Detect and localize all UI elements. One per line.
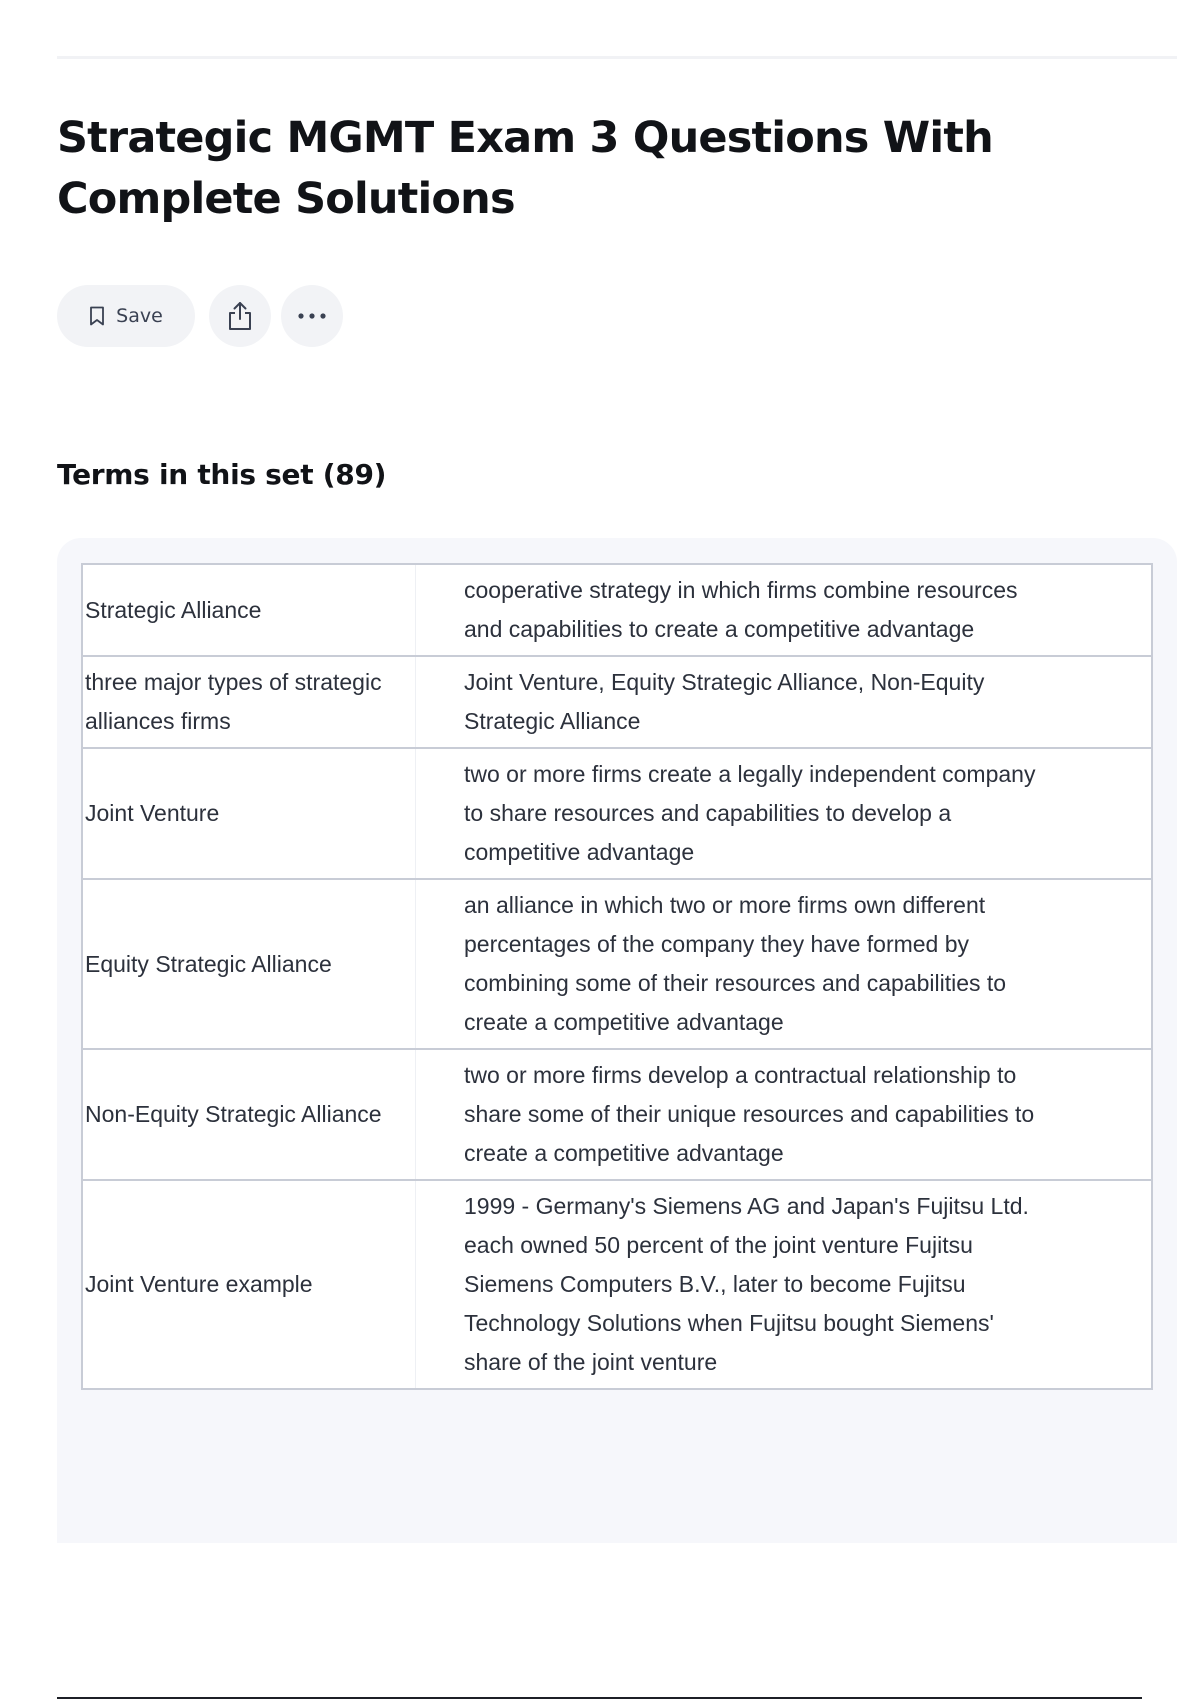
bottom-divider [57,1697,1142,1699]
bookmark-icon [89,306,105,326]
save-button[interactable] [57,285,195,347]
term-cell: Equity Strategic Alliance [82,879,416,1049]
action-bar [57,285,343,347]
definition-cell: two or more firms create a legally independent company to share resources and capabilities to develop a competitive advantage [416,748,1153,879]
share-button[interactable] [209,285,271,347]
definition-cell: 1999 - Germany's Siemens AG and Japan's Fujitsu Ltd. each owned 50 percent of the joint venture Fujitsu Siemens Computers B.V., later to become Fujitsu Technology Solutions when Fujitsu bought Siemens' share of the joint venture [416,1180,1153,1389]
top-divider [57,56,1177,59]
table-row [82,748,1152,879]
more-options-icon [297,312,327,320]
table-row [82,1049,1152,1180]
table-row [82,879,1152,1049]
definition-cell: two or more firms develop a contractual relationship to share some of their unique resources and capabilities to create a competitive advantage [416,1049,1153,1180]
table-row [82,1180,1152,1389]
save-button-label: Save [116,305,163,327]
term-cell: Joint Venture example [82,1180,416,1389]
definition-cell: cooperative strategy in which firms combine resources and capabilities to create a competitive advantage [416,564,1153,656]
table-row [82,564,1152,656]
term-cell: Non-Equity Strategic Alliance [82,1049,416,1180]
share-icon [226,301,254,331]
more-options-button[interactable] [281,285,343,347]
term-cell: Strategic Alliance [82,564,416,656]
term-cell: three major types of strategic alliances firms [82,656,416,748]
page-title: Strategic MGMT Exam 3 Questions With Complete Solutions [57,113,993,224]
definition-cell: Joint Venture, Equity Strategic Alliance, Non-Equity Strategic Alliance [416,656,1153,748]
definition-cell: an alliance in which two or more firms own different percentages of the company they have formed by combining some of their resources and capabilities to create a competitive advantage [416,879,1153,1049]
terms-heading: Terms in this set (89) [57,458,387,491]
terms-table [81,563,1153,1390]
table-row [82,656,1152,748]
term-cell: Joint Venture [82,748,416,879]
